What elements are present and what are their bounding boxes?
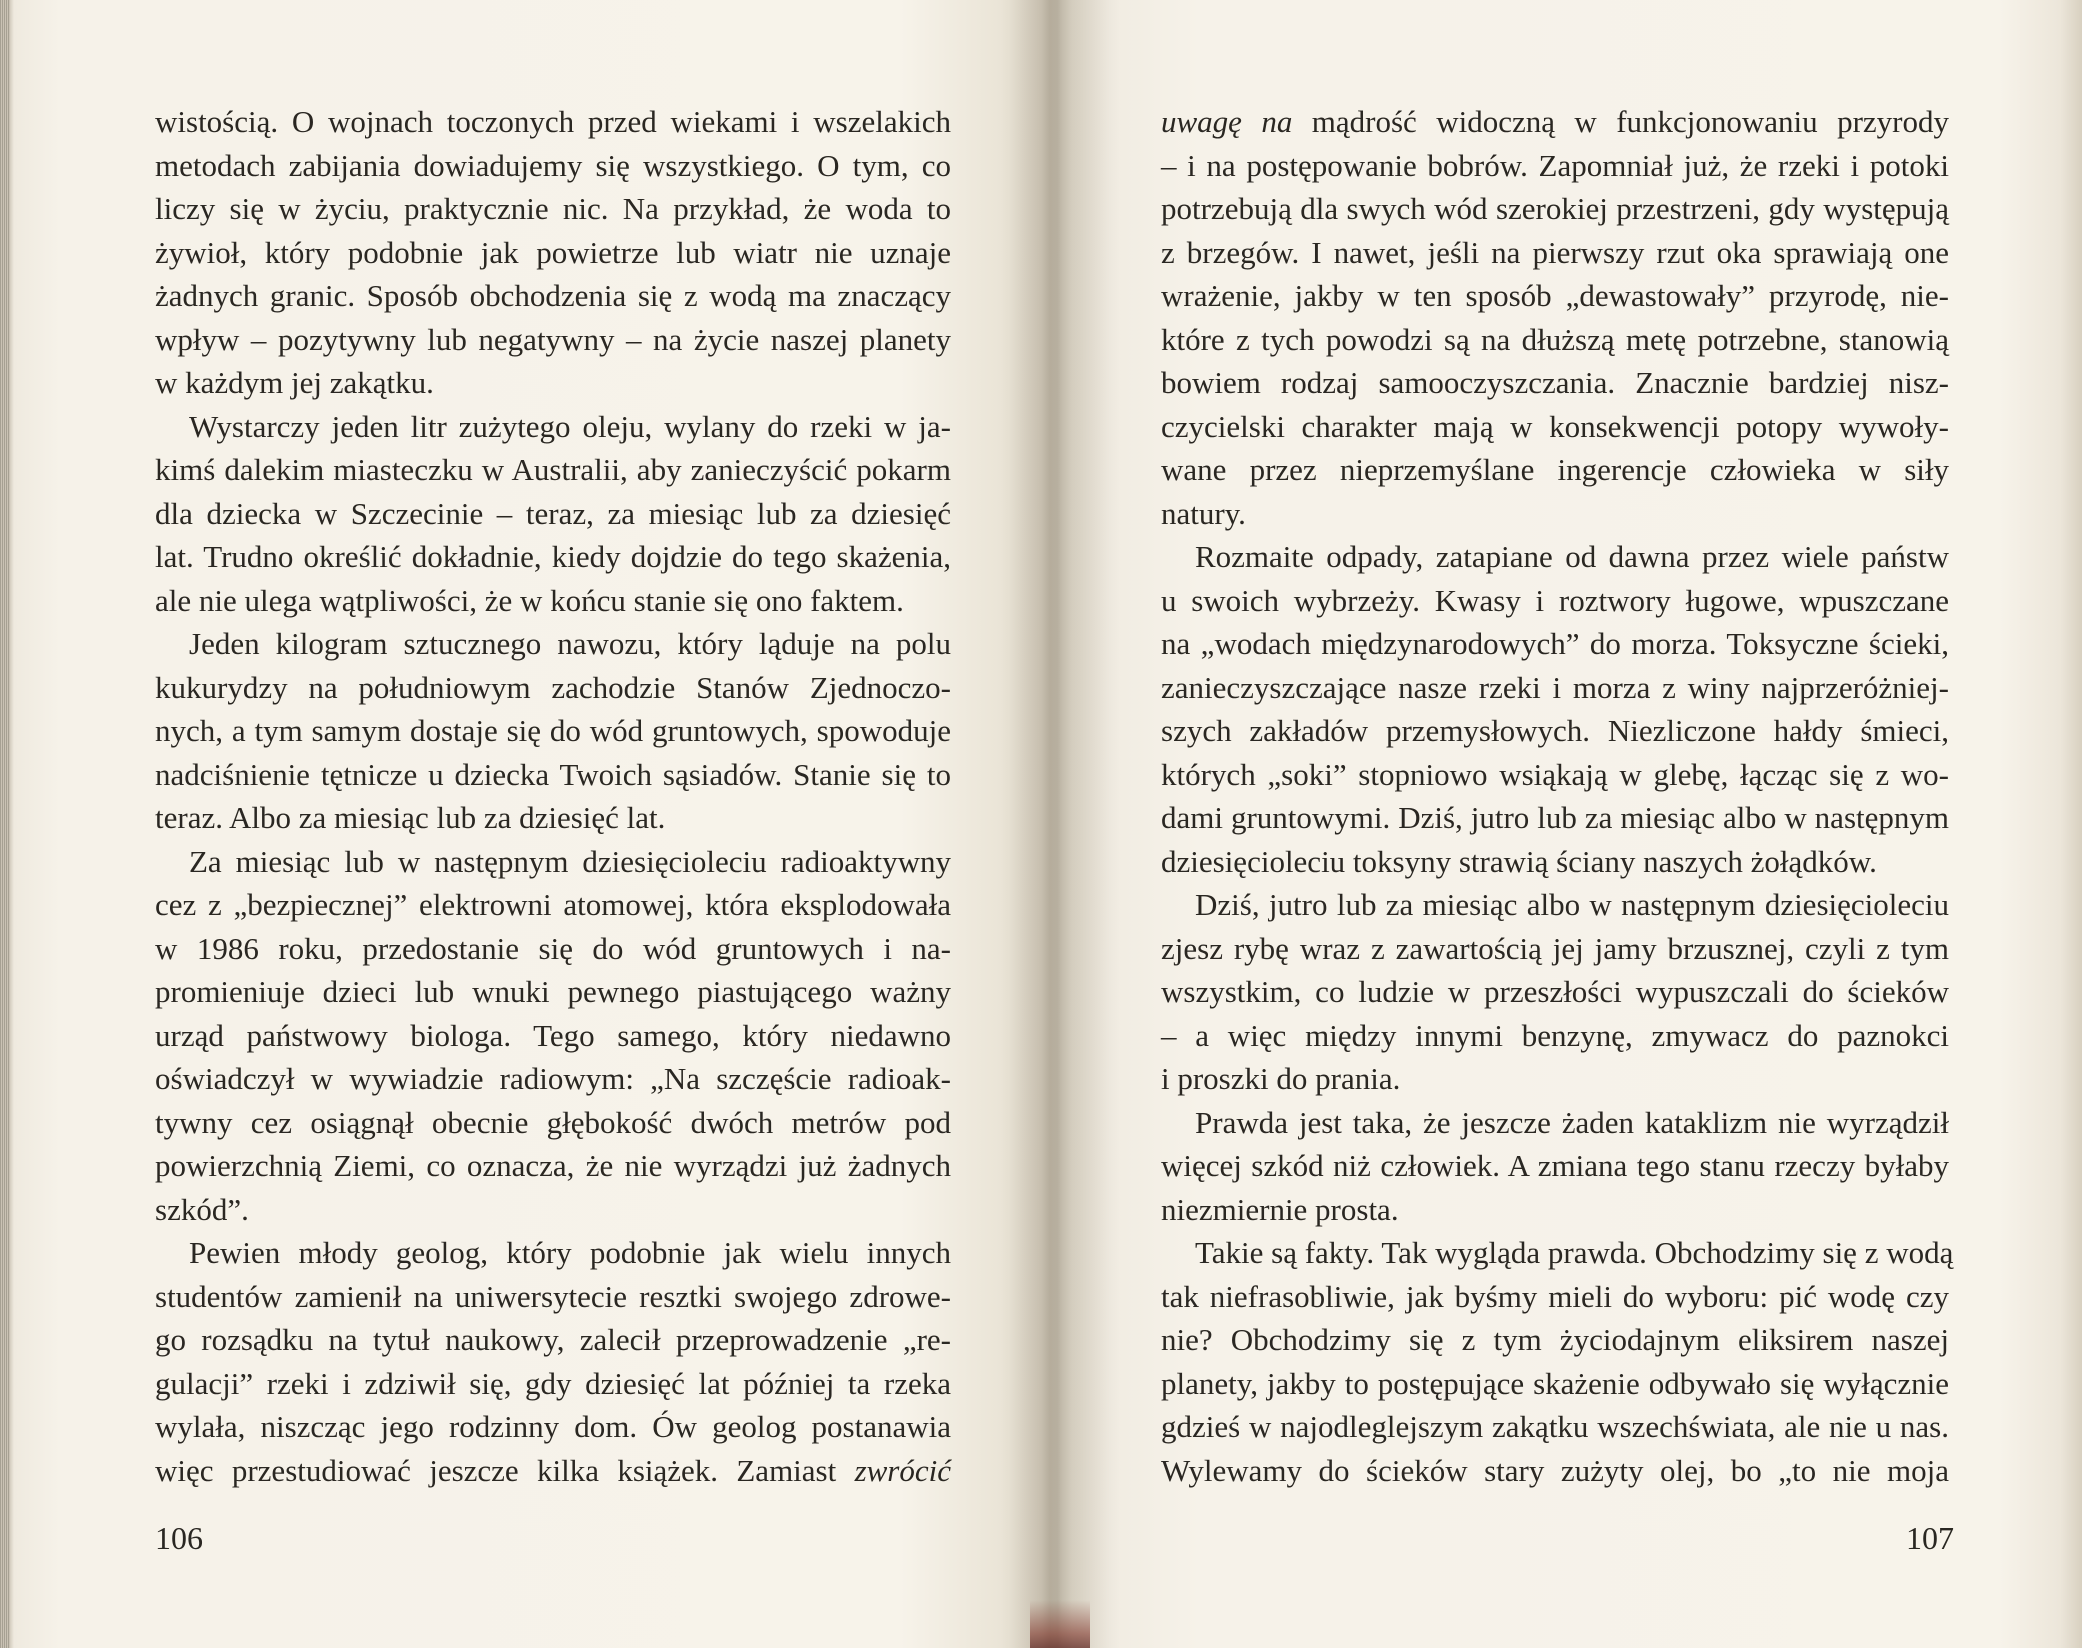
text-line: [155, 318, 951, 362]
line-text: zanieczyszczające nasze rzeki i morza z winy najprzeróżniej-: [1161, 669, 1949, 705]
line-text: gdzieś w najodleglejszym zakątku wszechświata, ale nie u nas.: [1161, 1409, 1949, 1444]
text-line: [155, 361, 951, 405]
text-line: [1161, 231, 1949, 275]
line-text: więc przestudiować jeszcze kilka książek. Zamiast: [155, 1452, 855, 1488]
line-text: żadnych granic. Sposób obchodzenia się z wodą ma znaczący: [155, 278, 951, 313]
text-line: [1161, 622, 1949, 666]
text-line: [155, 1014, 951, 1058]
line-text: Takie są fakty. Tak wygląda prawda. Obchodzimy się z wodą: [1195, 1235, 1954, 1270]
line-text: wistością. O wojnach toczonych przed wiekami i wszelakich: [155, 104, 951, 139]
line-text: więcej szkód niż człowiek. A zmiana tego stanu rzeczy byłaby: [1161, 1148, 1949, 1183]
text-line: [155, 535, 951, 579]
line-text: Jeden kilogram sztucznego nawozu, który ląduje na polu: [189, 626, 951, 661]
text-line: [1161, 318, 1949, 362]
line-text: nie? Obchodzimy się z tym życiodajnym eliksirem naszej: [1161, 1322, 1949, 1357]
line-text: dami gruntowymi. Dziś, jutro lub za miesiąc albo w następnym: [1161, 800, 1949, 835]
italic-text: zwrócić: [854, 1452, 951, 1488]
line-text: bowiem rodzaj samooczyszczania. Znacznie bardziej nisz-: [1161, 365, 1949, 400]
text-line: [155, 1318, 951, 1362]
line-text: lat. Trudno określić dokładnie, kiedy dojdzie do tego skażenia,: [155, 539, 951, 574]
line-text: promieniuje dzieci lub wnuki pewnego piastującego ważny: [155, 974, 951, 1009]
line-text: go rozsądku na tytuł naukowy, zalecił przeprowadzenie „re-: [155, 1322, 951, 1357]
line-text: z brzegów. I nawet, jeśli na pierwszy rzut oka sprawiają one: [1161, 234, 1949, 270]
line-text: potrzebują dla swych wód szerokiej przestrzeni, gdy występują: [1161, 191, 1949, 226]
line-text: natury.: [1161, 495, 1246, 531]
text-line: [1161, 1449, 1949, 1493]
line-text: studentów zamienił na uniwersytecie resztki swojego zdrowe-: [155, 1278, 951, 1314]
line-text: Rozmaite odpady, zatapiane od dawna przez wiele państw: [1195, 539, 1949, 574]
line-text: mądrość widoczną w funkcjonowaniu przyrody: [1292, 104, 1949, 139]
line-text: metodach zabijania dowiadujemy się wszystkiego. O tym, co: [155, 147, 951, 183]
text-line: [155, 579, 951, 623]
text-line: [155, 1231, 951, 1275]
text-line: [155, 796, 951, 840]
line-text: gulacji” rzeki i zdziwił się, gdy dziesięć lat później ta rzeka: [155, 1365, 951, 1401]
text-line: [1161, 927, 1949, 971]
line-text: wane przez nieprzemyślane ingerencje człowieka w siły: [1161, 452, 1949, 487]
book-spine: [1000, 0, 1120, 1648]
line-text: które z tych powodzi są na dłuższą metę potrzebne, stanowią: [1161, 321, 1949, 357]
text-line: [155, 1449, 951, 1493]
line-text: urząd państwowy biologa. Tego samego, który niedawno: [155, 1017, 951, 1053]
line-text: Dziś, jutro lub za miesiąc albo w następnym dziesięcioleciu: [1195, 887, 1949, 922]
left-page-text: [155, 100, 951, 1492]
text-line: [1161, 1144, 1949, 1188]
text-line: [1161, 579, 1949, 623]
text-line: [155, 492, 951, 536]
text-line: [1161, 1014, 1949, 1058]
line-text: – a więc między innymi benzynę, zmywacz do paznokci: [1161, 1017, 1949, 1053]
line-text: wylała, niszcząc jego rodzinny dom. Ów geolog postanawia: [155, 1409, 951, 1444]
text-line: [155, 274, 951, 318]
text-line: [1161, 1188, 1949, 1232]
text-line: [155, 753, 951, 797]
page-number-right: 107: [1906, 1520, 1954, 1556]
line-text: teraz. Albo za miesiąc lub za dziesięć lat.: [155, 800, 666, 835]
line-text: tywny cez osiągnął obecnie głębokość dwóch metrów pod: [155, 1104, 951, 1140]
text-line: [1161, 361, 1949, 405]
line-text: wrażenie, jakby w ten sposób „dewastowały” przyrodę, nie-: [1161, 278, 1949, 313]
text-line: [155, 231, 951, 275]
spine-bookmark: [1030, 1600, 1090, 1648]
line-text: – i na postępowanie bobrów. Zapomniał już, że rzeki i potoki: [1161, 147, 1949, 183]
text-line: [155, 622, 951, 666]
line-text: Prawda jest taka, że jeszcze żaden kataklizm nie wyrządził: [1195, 1104, 1949, 1140]
line-text: i proszki do prania.: [1161, 1061, 1401, 1096]
text-line: [1161, 492, 1949, 536]
line-text: nadciśnienie tętnicze u dziecka Twoich sąsiadów. Stanie się to: [155, 756, 951, 792]
text-line: [1161, 1405, 1949, 1449]
text-line: [155, 405, 951, 449]
text-line: [155, 1101, 951, 1145]
text-line: [155, 709, 951, 753]
line-text: dziesięcioleciu toksyny strawią ściany naszych żołądków.: [1161, 843, 1877, 879]
line-text: powierzchnią Ziemi, co oznacza, że nie wyrządzi już żadnych: [155, 1148, 951, 1183]
line-text: niezmiernie prosta.: [1161, 1191, 1399, 1227]
line-text: czycielski charakter mają w konsekwencji potopy wywoły-: [1161, 408, 1949, 444]
text-line: [155, 927, 951, 971]
text-line: [155, 1144, 951, 1188]
text-line: [1161, 883, 1949, 927]
line-text: nych, a tym samym dostaje się do wód gruntowych, spowoduje: [155, 713, 951, 748]
text-line: [155, 144, 951, 188]
line-text: kimś dalekim miasteczku w Australii, aby zanieczyścić pokarm: [155, 452, 951, 487]
text-line: [1161, 1101, 1949, 1145]
line-text: u swoich wybrzeży. Kwasy i roztwory ługowe, wpuszczane: [1161, 582, 1949, 618]
right-page-text: [1161, 100, 1954, 1492]
text-line: [1161, 753, 1949, 797]
text-line: [1161, 535, 1949, 579]
line-text: tak niefrasobliwie, jak byśmy mieli do wyboru: pić wodę czy: [1161, 1278, 1949, 1314]
text-line: [155, 1057, 951, 1101]
text-line: [1161, 1362, 1949, 1406]
line-text: Wylewamy do ścieków stary zużyty olej, bo „to nie moja: [1161, 1452, 1949, 1488]
text-line: [155, 448, 951, 492]
line-text: szych zakładów przemysłowych. Niezliczone hałdy śmieci,: [1161, 713, 1949, 748]
text-line: [1161, 144, 1949, 188]
text-line: [155, 100, 951, 144]
line-text: na „wodach międzynarodowych” do morza. Toksyczne ścieki,: [1161, 626, 1949, 661]
text-line: [1161, 187, 1949, 231]
line-text: Wystarczy jeden litr zużytego oleju, wylany do rzeki w ja-: [189, 408, 951, 444]
line-text: liczy się w życiu, praktycznie nic. Na przykład, że woda to: [155, 191, 951, 226]
text-line: [1161, 1231, 1954, 1275]
text-line: [1161, 709, 1949, 753]
text-line: [155, 840, 951, 884]
text-line: [155, 1188, 951, 1232]
line-text: planety, jakby to postępujące skażenie odbywało się wyłącznie: [1161, 1365, 1949, 1401]
line-text: kukurydzy na południowym zachodzie Stanów Zjednoczo-: [155, 669, 951, 705]
text-line: [155, 666, 951, 710]
text-line: [1161, 840, 1949, 884]
text-line: [155, 883, 951, 927]
line-text: wpływ – pozytywny lub negatywny – na życie naszej planety: [155, 321, 951, 357]
line-text: w każdym jej zakątku.: [155, 365, 434, 400]
text-line: [1161, 100, 1949, 144]
page-number-left: 106: [155, 1520, 203, 1556]
line-text: których „soki” stopniowo wsiąkają w glebę, łącząc się z wo-: [1161, 756, 1949, 792]
text-line: [1161, 1057, 1949, 1101]
line-text: Pewien młody geolog, który podobnie jak wielu innych: [189, 1235, 951, 1270]
text-line: [1161, 1318, 1949, 1362]
italic-text: uwagę na: [1161, 104, 1293, 139]
text-line: [1161, 274, 1949, 318]
text-line: [1161, 970, 1949, 1014]
line-text: Za miesiąc lub w następnym dziesięcioleciu radioaktywny: [189, 843, 951, 879]
page-edge: [0, 0, 10, 1648]
line-text: oświadczył w wywiadzie radiowym: „Na szczęście radioak-: [155, 1061, 951, 1096]
text-line: [1161, 448, 1949, 492]
line-text: w 1986 roku, przedostanie się do wód gruntowych i na-: [155, 930, 951, 966]
text-line: [1161, 405, 1949, 449]
line-text: żywioł, który podobnie jak powietrze lub wiatr nie uznaje: [155, 234, 951, 270]
line-text: wszystkim, co ludzie w przeszłości wypuszczali do ścieków: [1161, 974, 1949, 1009]
text-line: [155, 1405, 951, 1449]
text-line: [155, 1362, 951, 1406]
text-line: [1161, 1275, 1949, 1319]
line-text: dla dziecka w Szczecinie – teraz, za miesiąc lub za dziesięć: [155, 495, 951, 531]
line-text: ale nie ulega wątpliwości, że w końcu stanie się ono faktem.: [155, 582, 904, 618]
line-text: szkód”.: [155, 1191, 249, 1227]
text-line: [155, 970, 951, 1014]
text-line: [1161, 796, 1949, 840]
line-text: cez z „bezpiecznej” elektrowni atomowej, która eksplodowała: [155, 887, 951, 922]
text-line: [155, 187, 951, 231]
text-line: [1161, 666, 1949, 710]
line-text: zjesz rybę wraz z zawartością jej jamy brzusznej, czyli z tym: [1161, 930, 1949, 966]
text-line: [155, 1275, 951, 1319]
